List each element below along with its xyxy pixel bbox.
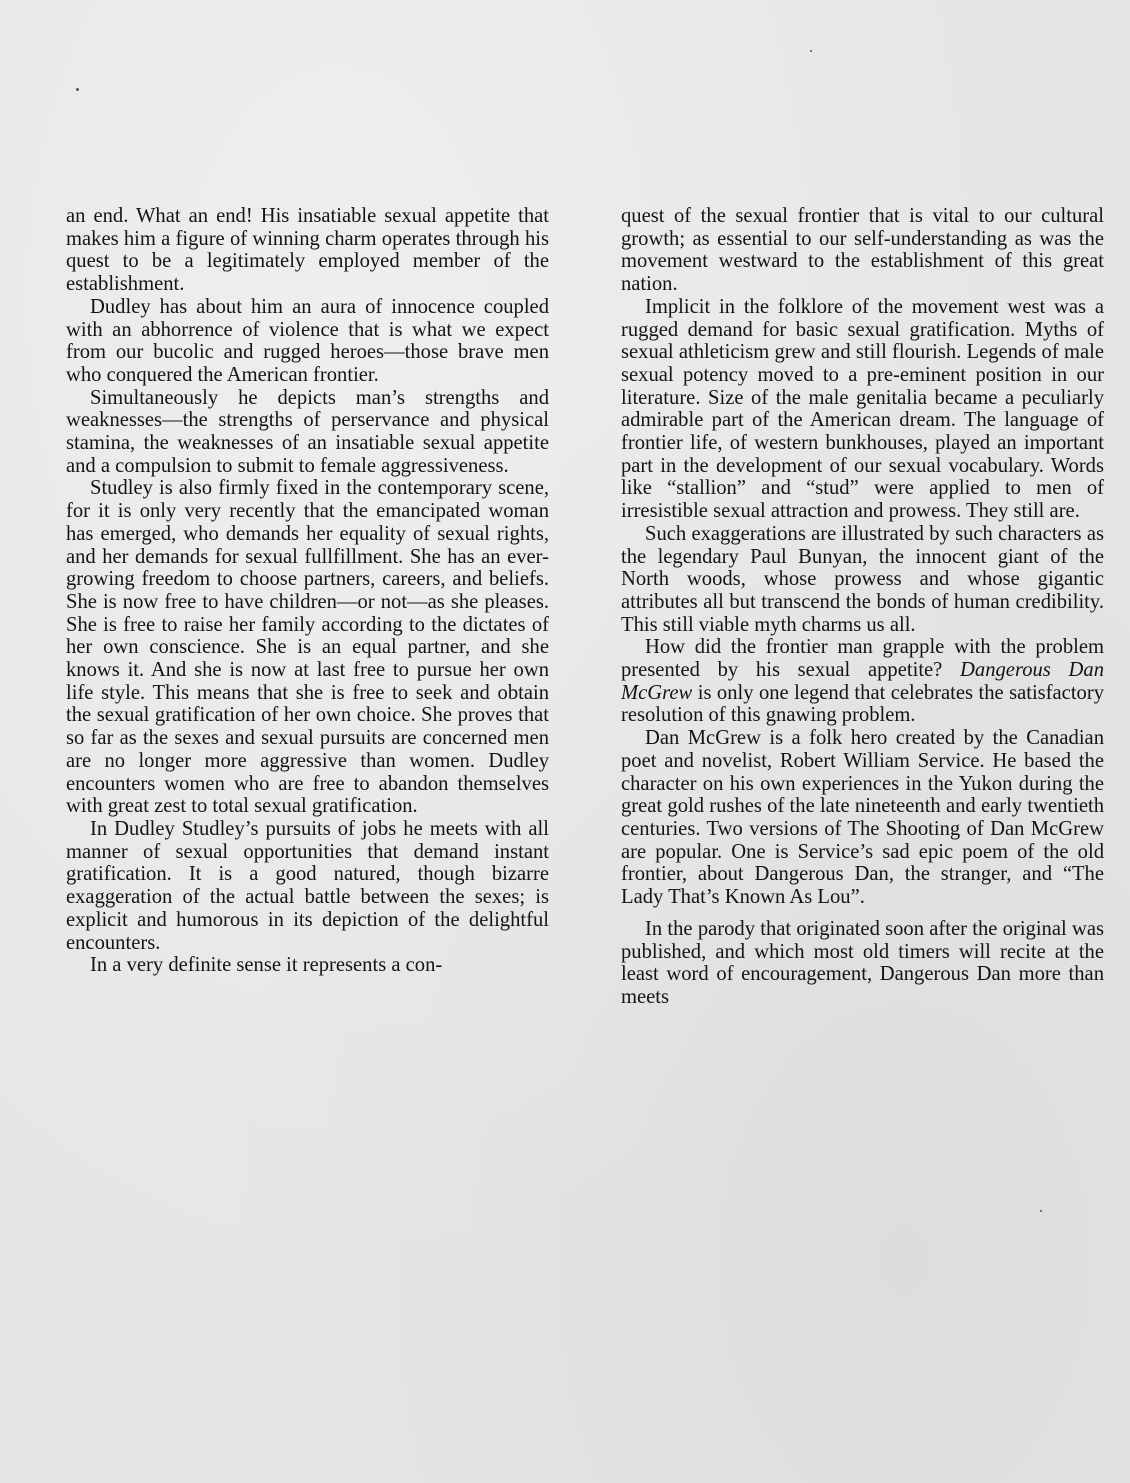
- paragraph: Such exaggerations are illustrated by such characters as the legendary Paul Bunyan, the innocent giant of the North woods, whose prowess and whose gigantic attributes all but transcend the bonds of human credibility. This still viable myth charms us all.: [621, 522, 1104, 636]
- paragraph-text: is only one legend that celebrates the satisfactory resolution of this gnawing problem.: [621, 681, 1104, 727]
- paragraph: quest of the sexual frontier that is vital to our cultural growth; as essential to our self-understanding as was the movement westward to the establishment of this great nation.: [621, 205, 1104, 296]
- paragraph: In Dudley Studley’s pursuits of jobs he meets with all manner of sexual opportunities that demand instant gratification. It is a good natured, though bizarre exaggeration of the actual battle between the sexes; is explicit and humorous in its depiction of the delightful encounters.: [66, 817, 549, 954]
- poem-title: Dangerous Dan McGrew: [621, 659, 1104, 704]
- paragraph: In the parody that originated soon after the original was published, and which most old timers will recite at the least word of encouragement, Dangerous Dan more than meets: [621, 917, 1104, 1008]
- paragraph: Dan McGrew is a folk hero created by the Canadian poet and novelist, Robert William Service. He based the character on his own experiences in the Yukon during the great gold rushes of the late nineteenth and early twentieth centuries. Two versions of The Shooting of Dan McGrew are popular. One is Service’s sad epic poem of the old frontier, about Dangerous Dan, the stranger, and “The Lady That’s Known As Lou”.: [621, 727, 1104, 909]
- paragraph: an end. What an end! His insatiable sexual appetite that makes him a figure of winning charm operates through his quest to be a legitimately employed member of the establishment.: [66, 205, 549, 296]
- paragraph-text: How did the frontier man grapple with the problem presented by his sexual appetite?: [621, 636, 1104, 682]
- right-text-column: [621, 205, 1104, 1009]
- left-text-column: [66, 205, 549, 977]
- paragraph: Simultaneously he depicts man’s strengths and weaknesses—the strengths of perservance and physical stamina, the weaknesses of an insatiable sexual appetite and a compulsion to submit to female aggressiveness.: [66, 386, 549, 477]
- paragraph: In a very definite sense it represents a con-: [90, 954, 443, 977]
- paragraph: Implicit in the folklore of the movement west was a rugged demand for basic sexual gratification. Myths of sexual athleticism grew and still flourish. Legends of male sexual potency moved to a pre-eminent position in our literature. Size of the male genitalia became a peculiarly admirable part of the American dream. The language of frontier life, of western bunkhouses, played an important part in the development of our sexual vocabulary. Words like “stallion” and “stud” were applied to men of irresistible sexual attraction and prowess. They still are.: [621, 295, 1104, 523]
- paragraph: Dudley has about him an aura of innocence coupled with an abhorrence of violence that is what we expect from our bucolic and rugged heroes—those brave men who conquered the American frontier.: [66, 295, 549, 386]
- paragraph: Studley is also firmly fixed in the contemporary scene, for it is only very recently that the emancipated woman has emerged, who demands her equality of sexual rights, and her demands for sexual fullfillment. She has an ever-growing freedom to choose partners, careers, and beliefs. She is now free to have children—or not—as she pleases. She is free to raise her family according to the dictates of her own conscience. She is an equal partner, and she knows it. And she is now at last free to pursue her own life style. This means that she is free to seek and obtain the sexual gratification of her own choice. She proves that so far as the sexes and sexual pursuits are concerned men are no longer more aggressive than women. Dudley encounters women who are free to abandon themselves with great zest to total sexual gratification.: [66, 477, 549, 818]
- paragraph: [621, 636, 1104, 727]
